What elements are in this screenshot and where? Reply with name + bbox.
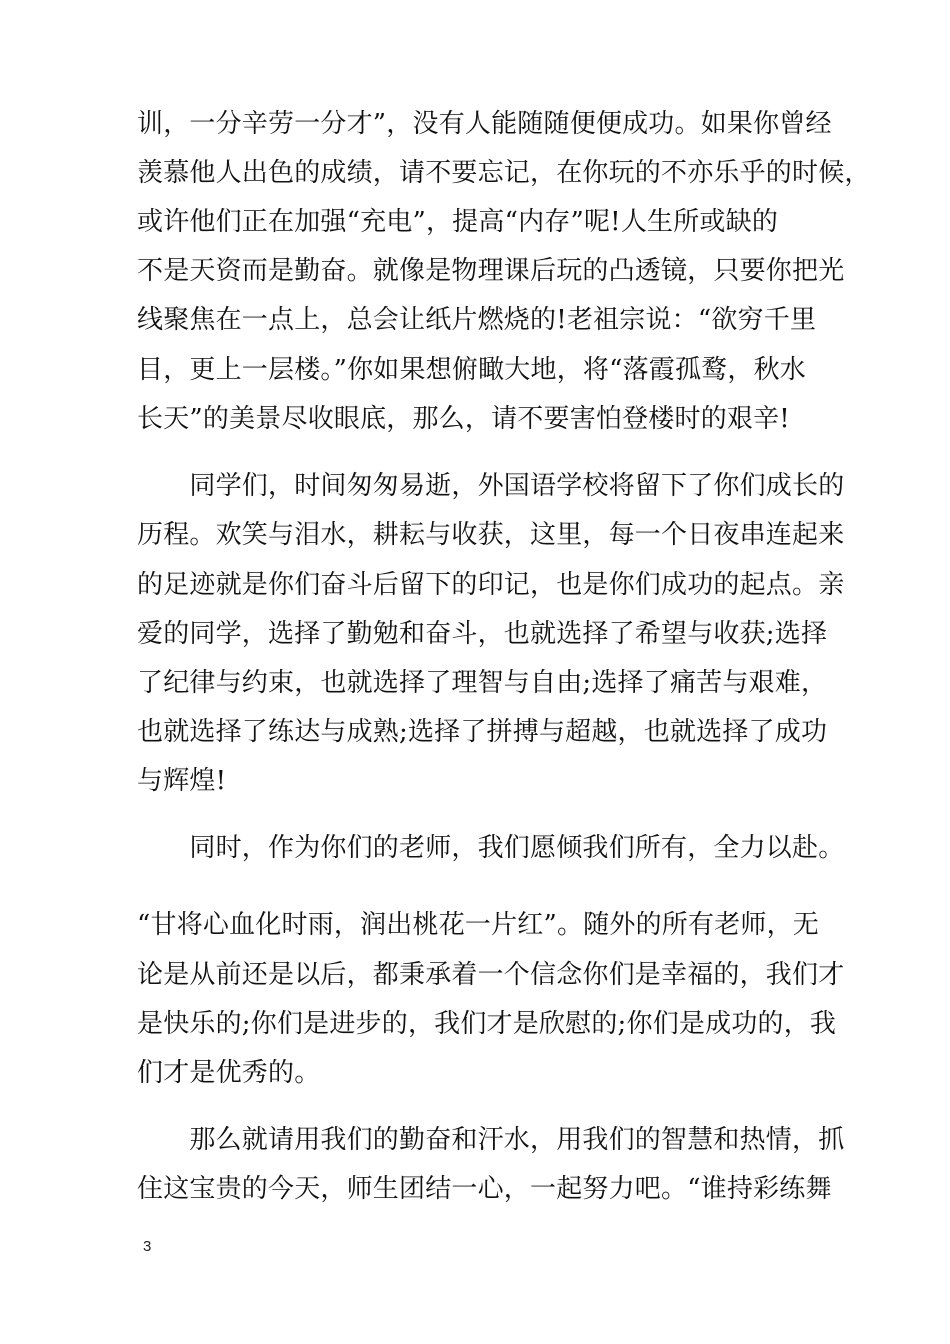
text-line: 爱的同学，选择了勤勉和奋斗，也就选择了希望与收获;选择	[137, 619, 828, 649]
page-number: 3	[143, 1238, 152, 1255]
text-line: 同学们，时间匆匆易逝，外国语学校将留下了你们成长的	[137, 471, 845, 501]
text-line: 的足迹就是你们奋斗后留下的印记，也是你们成功的起点。亲	[137, 570, 845, 600]
text-line: 同时，作为你们的老师，我们愿倾我们所有，全力以赴。	[137, 833, 845, 863]
text-line: 历程。欢笑与泪水，耕耘与收获，这里，每一个日夜串连起来	[137, 520, 845, 550]
text-line: 也就选择了练达与成熟;选择了拼搏与超越，也就选择了成功	[137, 717, 828, 747]
text-line: 羡慕他人出色的成绩，请不要忘记，在你玩的不亦乐乎的时候，	[137, 158, 871, 188]
text-line: “甘将心血化时雨，润出桃花一片红”。随外的所有老师，无	[137, 910, 819, 940]
text-line: 或许他们正在加强“充电”，提高“内存”呢!人生所或缺的	[137, 207, 779, 237]
text-line: 论是从前还是以后，都秉承着一个信念你们是幸福的，我们才	[137, 960, 845, 990]
text-line: 不是天资而是勤奋。就像是物理课后玩的凸透镜，只要你把光	[137, 256, 845, 286]
text-line: 了纪律与约束，也就选择了理智与自由;选择了痛苦与艰难，	[137, 668, 828, 698]
text-line: 住这宝贵的今天，师生团结一心，一起努力吧。“谁持彩练舞	[137, 1174, 832, 1204]
text-line: 线聚焦在一点上，总会让纸片燃烧的!老祖宗说：“欲穷千里	[137, 305, 817, 335]
text-line: 训，一分辛劳一分才”，没有人能随随便便成功。如果你曾经	[137, 109, 832, 139]
text-line: 与辉煌!	[137, 766, 227, 796]
text-line: 们才是优秀的。	[137, 1058, 321, 1088]
text-line: 目，更上一层楼。”你如果想俯瞰大地，将“落霞孤鹜，秋水	[137, 355, 806, 385]
text-line: 那么就请用我们的勤奋和汗水，用我们的智慧和热情，抓	[137, 1125, 845, 1155]
text-line: 是快乐的;你们是进步的，我们才是欣慰的;你们是成功的，我	[137, 1009, 837, 1039]
text-line: 长天”的美景尽收眼底，那么，请不要害怕登楼时的艰辛!	[137, 404, 790, 434]
